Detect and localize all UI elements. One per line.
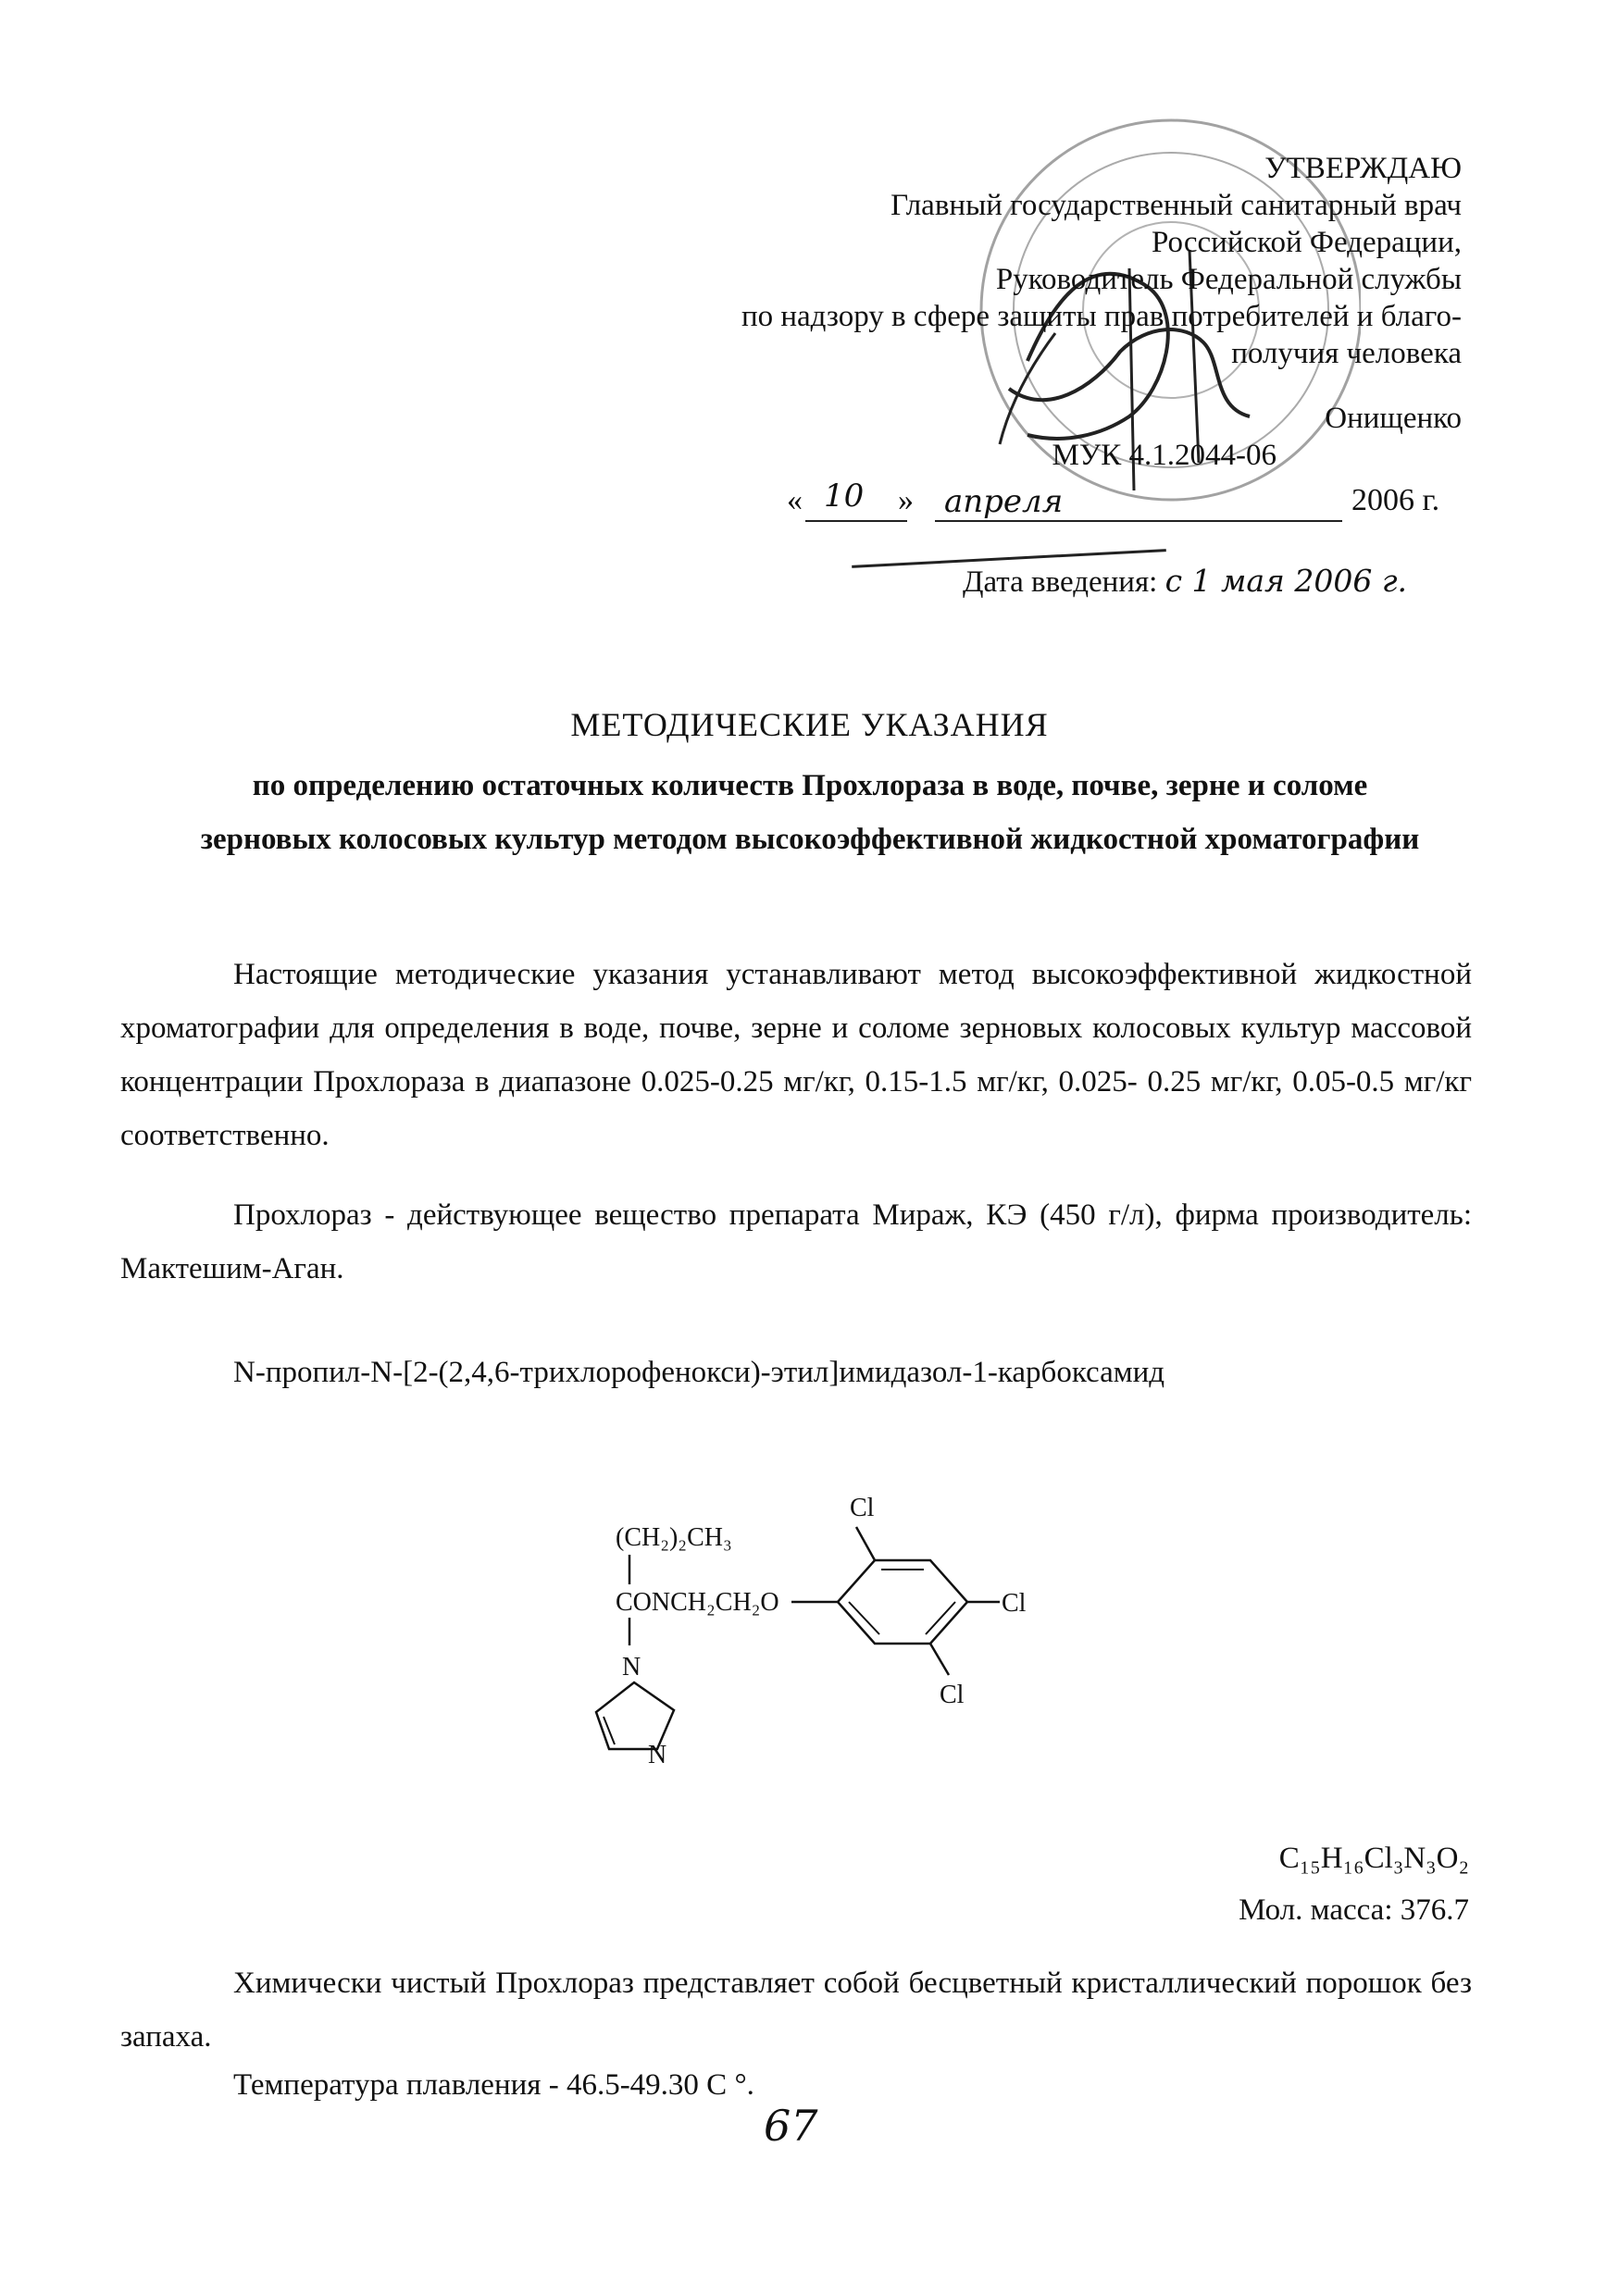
approval-month: апреля bbox=[944, 483, 1064, 520]
approval-line-2: Российской Федерации, bbox=[1152, 226, 1462, 259]
paragraph-scope-text: Настоящие методические указания устанавливают метод высокоэффективной жидкостной хроматографии для определения в воде, почве, зерне и соломе зерновых колосовых культур массовой концентрации Прохлораза в диапазоне 0.025-0.25 мг/кг, 0.15-1.5 мг/кг, 0.025- 0.25 мг/кг, 0.05-0.5 мг/кг соответственно. bbox=[120, 958, 1472, 1152]
page-number: 67 bbox=[764, 2101, 818, 2151]
introduction-date bbox=[963, 563, 1407, 600]
structure-n2-label: N bbox=[648, 1741, 667, 1769]
intro-date-handwritten: с 1 мая 2006 г. bbox=[1164, 563, 1408, 599]
paragraph-scope bbox=[120, 948, 1472, 1162]
subtitle-line-1: по определению остаточных количеств Прохлораза в воде, почве, зерне и соломе bbox=[252, 769, 1368, 802]
document-code: МУК 4.1.2044-06 bbox=[1052, 439, 1277, 472]
paragraph-description-text: Химически чистый Прохлораз представляет собой бесцветный кристаллический порошок без запаха. bbox=[120, 1967, 1472, 2054]
molecular-mass: Мол. масса: 376.7 bbox=[1239, 1893, 1469, 1927]
structure-n1-label: N bbox=[622, 1653, 641, 1682]
subtitle-line-2: зерновых колосовых культур методом высокоэффективной жидкостной хроматографии bbox=[200, 823, 1420, 856]
structure-cl-top: Cl bbox=[850, 1494, 875, 1522]
approval-line-3: Руководитель Федеральной службы bbox=[995, 263, 1462, 296]
paragraph-melting-point-text: Температура плавления - 46.5-49.30 С °. bbox=[233, 2068, 754, 2102]
document-subtitle bbox=[139, 759, 1481, 866]
approval-line-1: Главный государственный санитарный врач bbox=[890, 189, 1462, 222]
molecular-formula: C₁₅H₁₆Cl₃N₃O₂ bbox=[1278, 1842, 1469, 1875]
chemical-name: N-пропил-N-[2-(2,4,6-трихлорофенокси)-этил]имидазол-1-карбоксамид bbox=[233, 1356, 1165, 1389]
structure-cl-bottom: Cl bbox=[940, 1681, 965, 1709]
structural-formula bbox=[518, 1481, 1037, 1777]
approval-line-4: по надзору в сфере защиты прав потребителей и благо- bbox=[741, 300, 1462, 333]
approval-date: « 10 » апреля 2006 г. bbox=[787, 478, 1440, 520]
approval-day: 10 bbox=[824, 478, 865, 515]
intro-label: Дата введения: bbox=[963, 565, 1158, 599]
approval-signatory: Онищенко bbox=[1325, 402, 1462, 435]
paragraph-description bbox=[120, 1956, 1472, 2064]
approval-block bbox=[629, 150, 1462, 474]
document-title: МЕТОДИЧЕСКИЕ УКАЗАНИЯ bbox=[570, 706, 1049, 743]
paragraph-active-substance-text: Прохлораз - действующее вещество препарата Мираж, КЭ (450 г/л), фирма производитель: Мактешим-Аган. bbox=[120, 1198, 1472, 1285]
structure-amide-label: CONCH₂CH₂O bbox=[616, 1588, 779, 1617]
structure-chain-label: (CH₂)₂CH₃ bbox=[616, 1523, 732, 1552]
approval-line-5: получия человека bbox=[1231, 337, 1462, 370]
approval-heading: УТВЕРЖДАЮ bbox=[1264, 152, 1462, 185]
paragraph-active-substance bbox=[120, 1188, 1472, 1296]
approval-year: 2006 г. bbox=[1351, 483, 1440, 517]
structure-cl-right: Cl bbox=[1002, 1589, 1027, 1618]
